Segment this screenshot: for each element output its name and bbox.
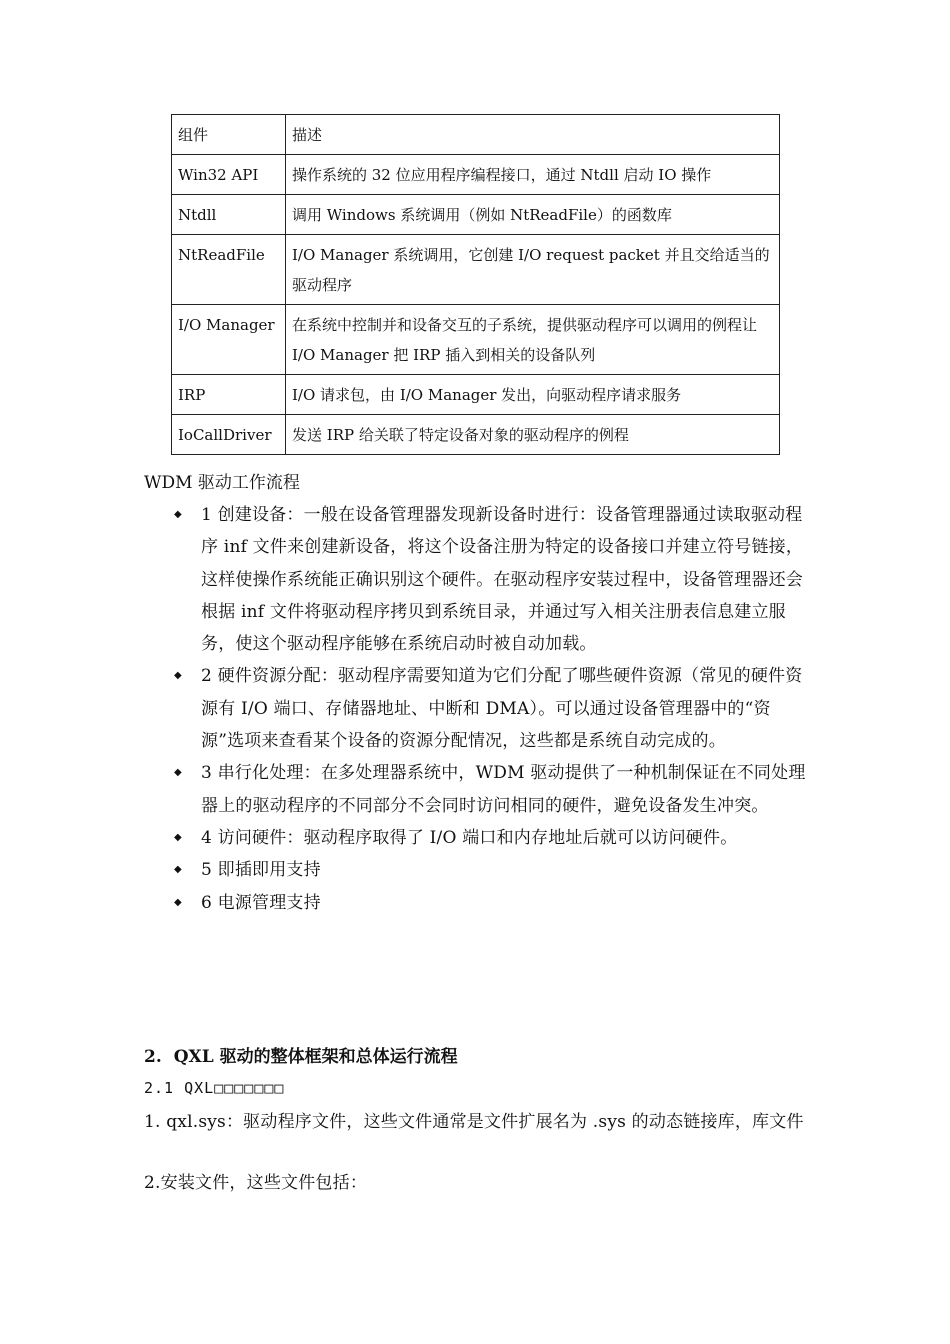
list-item [172, 660, 812, 757]
table-cell-description: I/O 请求包，由 I/O Manager 发出，向驱动程序请求服务 [286, 375, 780, 415]
component-table [171, 114, 780, 455]
workflow-steps-list [172, 499, 812, 919]
step-text: 3 串行化处理：在多处理器系统中，WDM 驱动提供了一种机制保证在不同处理器上的驱动程序的不同部分不会同时访问相同的硬件，避免设备发生冲突。 [201, 763, 806, 816]
section-title: QXL 驱动的整体框架和总体运行流程 [173, 1047, 458, 1067]
table-cell-component: NtReadFile [172, 235, 286, 305]
step-text: 1 创建设备：一般在设备管理器发现新设备时进行：设备管理器通过读取驱动程序 inf 文件来创建新设备，将这个设备注册为特定的设备接口并建立符号链接，这样使操作系统能正确识别这个硬件。在驱动程序安装过程中，设备管理器还会根据 inf 文件将驱动程序拷贝到系统目录，并通过写入相关注册表信息建立服务，使这个驱动程序能够在系统启动时被自动加载。 [201, 505, 804, 655]
paragraph: 1. qxl.sys：驱动程序文件，这些文件通常是文件扩展名为 .sys 的动态链接库，库文件 [144, 1112, 804, 1132]
table-header-row [172, 115, 780, 155]
step-text: 5 即插即用支持 [201, 860, 321, 881]
list-item [172, 854, 812, 886]
table-cell-description: 操作系统的 32 位应用程序编程接口，通过 Ntdll 启动 IO 操作 [286, 155, 780, 195]
diamond-bullet-icon: ◆ [174, 864, 182, 876]
table-row [172, 375, 780, 415]
table-header-component: 组件 [172, 115, 286, 155]
step-text: 2 硬件资源分配：驱动程序需要知道为它们分配了哪些硬件资源（常见的硬件资源有 I/O 端口、存储器地址、中断和 DMA）。可以通过设备管理器中的“资源”选项来查看某个设备的资源分配情况，这些都是系统自动完成的。 [201, 666, 803, 752]
diamond-bullet-icon: ◆ [174, 896, 182, 908]
table-row [172, 235, 780, 305]
workflow-title: WDM 驱动工作流程 [144, 473, 300, 493]
step-text: 4 访问硬件：驱动程序取得了 I/O 端口和内存地址后就可以访问硬件。 [201, 827, 738, 848]
table-cell-component: Win32 API [172, 155, 286, 195]
table-cell-component: IRP [172, 375, 286, 415]
table-row [172, 415, 780, 455]
list-item [172, 757, 812, 822]
table-row [172, 155, 780, 195]
section-heading [144, 1043, 458, 1071]
table-row [172, 305, 780, 375]
table-row [172, 195, 780, 235]
table-cell-component: I/O Manager [172, 305, 286, 375]
list-item [172, 499, 812, 660]
diamond-bullet-icon: ◆ [174, 831, 182, 843]
section-number: 2. [144, 1047, 162, 1067]
table-cell-description: 调用 Windows 系统调用（例如 NtReadFile）的函数库 [286, 195, 780, 235]
step-text: 6 电源管理支持 [201, 892, 321, 913]
table-cell-description: I/O Manager 系统调用，它创建 I/O request packet 并且交给适当的驱动程序 [286, 235, 780, 305]
diamond-bullet-icon: ◆ [174, 509, 182, 520]
paragraph: 2.安装文件，这些文件包括： [144, 1173, 368, 1193]
table-cell-component: IoCallDriver [172, 415, 286, 455]
list-item [172, 887, 812, 919]
diamond-bullet-icon: ◆ [174, 767, 182, 779]
diamond-bullet-icon: ◆ [174, 670, 182, 682]
table-cell-component: Ntdll [172, 195, 286, 235]
table-cell-description: 发送 IRP 给关联了特定设备对象的驱动程序的例程 [286, 415, 780, 455]
table-cell-description: 在系统中控制并和设备交互的子系统，提供驱动程序可以调用的例程让 I/O Manager 把 IRP 插入到相关的设备队列 [286, 305, 780, 375]
table-header-description: 描述 [286, 115, 780, 155]
subsection-heading: 2.1 QXL□□□□□□□ [144, 1079, 285, 1097]
list-item [172, 822, 812, 854]
